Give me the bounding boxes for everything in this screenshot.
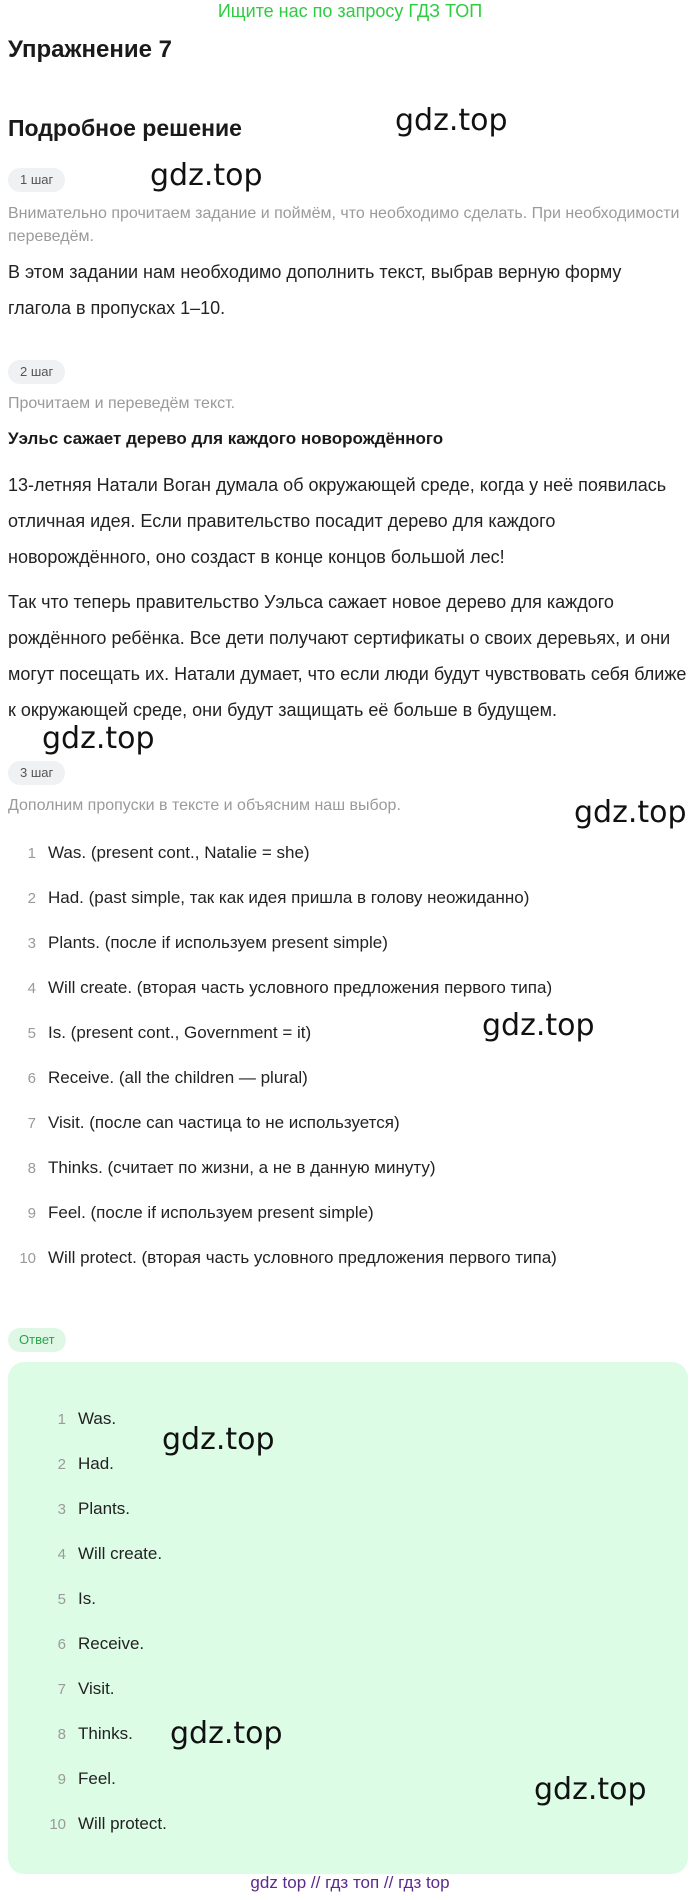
list-item: 6 Receive. (all the children — plural): [27, 1068, 308, 1087]
list-item: 8 Thinks. (считает по жизни, а не в данную минуту): [27, 1158, 436, 1177]
step-2-badge: 2 шаг: [8, 360, 65, 384]
list-item: 5 Is.: [57, 1589, 96, 1608]
answer-badge: Ответ: [8, 1328, 66, 1352]
list-item: 7 Visit.: [57, 1679, 115, 1698]
watermark: gdz.top: [534, 1772, 647, 1807]
watermark: gdz.top: [42, 721, 155, 756]
section-title: Подробное решение: [8, 115, 242, 141]
list-item: 1 Was. (present cont., Natalie = she): [27, 843, 310, 862]
list-item: 3 Plants.: [57, 1499, 130, 1518]
page-title: Упражнение 7: [8, 36, 172, 63]
list-item: 2 Had.: [57, 1454, 114, 1473]
list-item: 6 Receive.: [57, 1634, 145, 1653]
list-item: 9 Feel.: [57, 1769, 116, 1788]
step-3-hint: Дополним пропуски в тексте и объясним наш выбор.: [8, 797, 401, 814]
list-item: 1 Was.: [57, 1409, 117, 1428]
solution-list: [8, 840, 668, 1290]
text-paragraph-2: Так что теперь правительство Уэльса сажает новое дерево для каждого рождённого ребёнка. Все дети получают сертификаты о своих деревьях, и они могут посещать их. Натали думает, что если люди будут чувствовать себя ближе к окружающей среде, они будут защищать её больше в будущем.: [8, 592, 687, 720]
watermark: gdz.top: [150, 158, 263, 193]
text-title: Уэльс сажает дерево для каждого новорождённого: [8, 429, 444, 448]
watermark: gdz.top: [170, 1716, 283, 1751]
step-3-badge: 3 шаг: [8, 761, 65, 785]
footer-links[interactable]: gdz top // гдз топ // гдз top: [250, 1873, 450, 1892]
list-item: 4 Will create.: [57, 1544, 163, 1563]
step-1-hint: Внимательно прочитаем задание и поймём, что необходимо сделать. При необходимости переведём.: [8, 205, 680, 245]
list-item: 4 Will create. (вторая часть условного предложения первого типа): [27, 978, 553, 997]
watermark: gdz.top: [574, 795, 687, 830]
list-item: 7 Visit. (после can частица to не используется): [27, 1113, 400, 1132]
list-item: 9 Feel. (после if используем present simple): [27, 1203, 374, 1222]
answer-list: [38, 1406, 167, 1856]
list-item: 10 Will protect. (вторая часть условного предложения первого типа): [19, 1248, 557, 1267]
list-item: 5 Is. (present cont., Government = it): [27, 1023, 312, 1042]
step-1-text: В этом задании нам необходимо дополнить текст, выбрав верную форму глагола в пропусках 1–10.: [8, 262, 622, 318]
watermark: gdz.top: [162, 1422, 275, 1457]
list-item: 8 Thinks.: [57, 1724, 133, 1743]
search-banner: Ищите нас по запросу ГДЗ ТОП: [217, 1, 483, 21]
watermark: gdz.top: [395, 103, 508, 138]
watermark: gdz.top: [482, 1008, 595, 1043]
list-item: 2 Had. (past simple, так как идея пришла в голову неожиданно): [27, 888, 530, 907]
step-1-badge: 1 шаг: [8, 168, 65, 192]
step-2-hint: Прочитаем и переведём текст.: [8, 395, 236, 412]
text-paragraph-1: 13-летняя Натали Воган думала об окружающей среде, когда у неё появилась отличная идея. Если правительство посадит дерево для каждого новорождённого, оно создаст в конце концов большой лес!: [8, 475, 667, 567]
list-item: 3 Plants. (после if используем present simple): [27, 933, 388, 952]
list-item: 10 Will protect.: [49, 1814, 167, 1833]
